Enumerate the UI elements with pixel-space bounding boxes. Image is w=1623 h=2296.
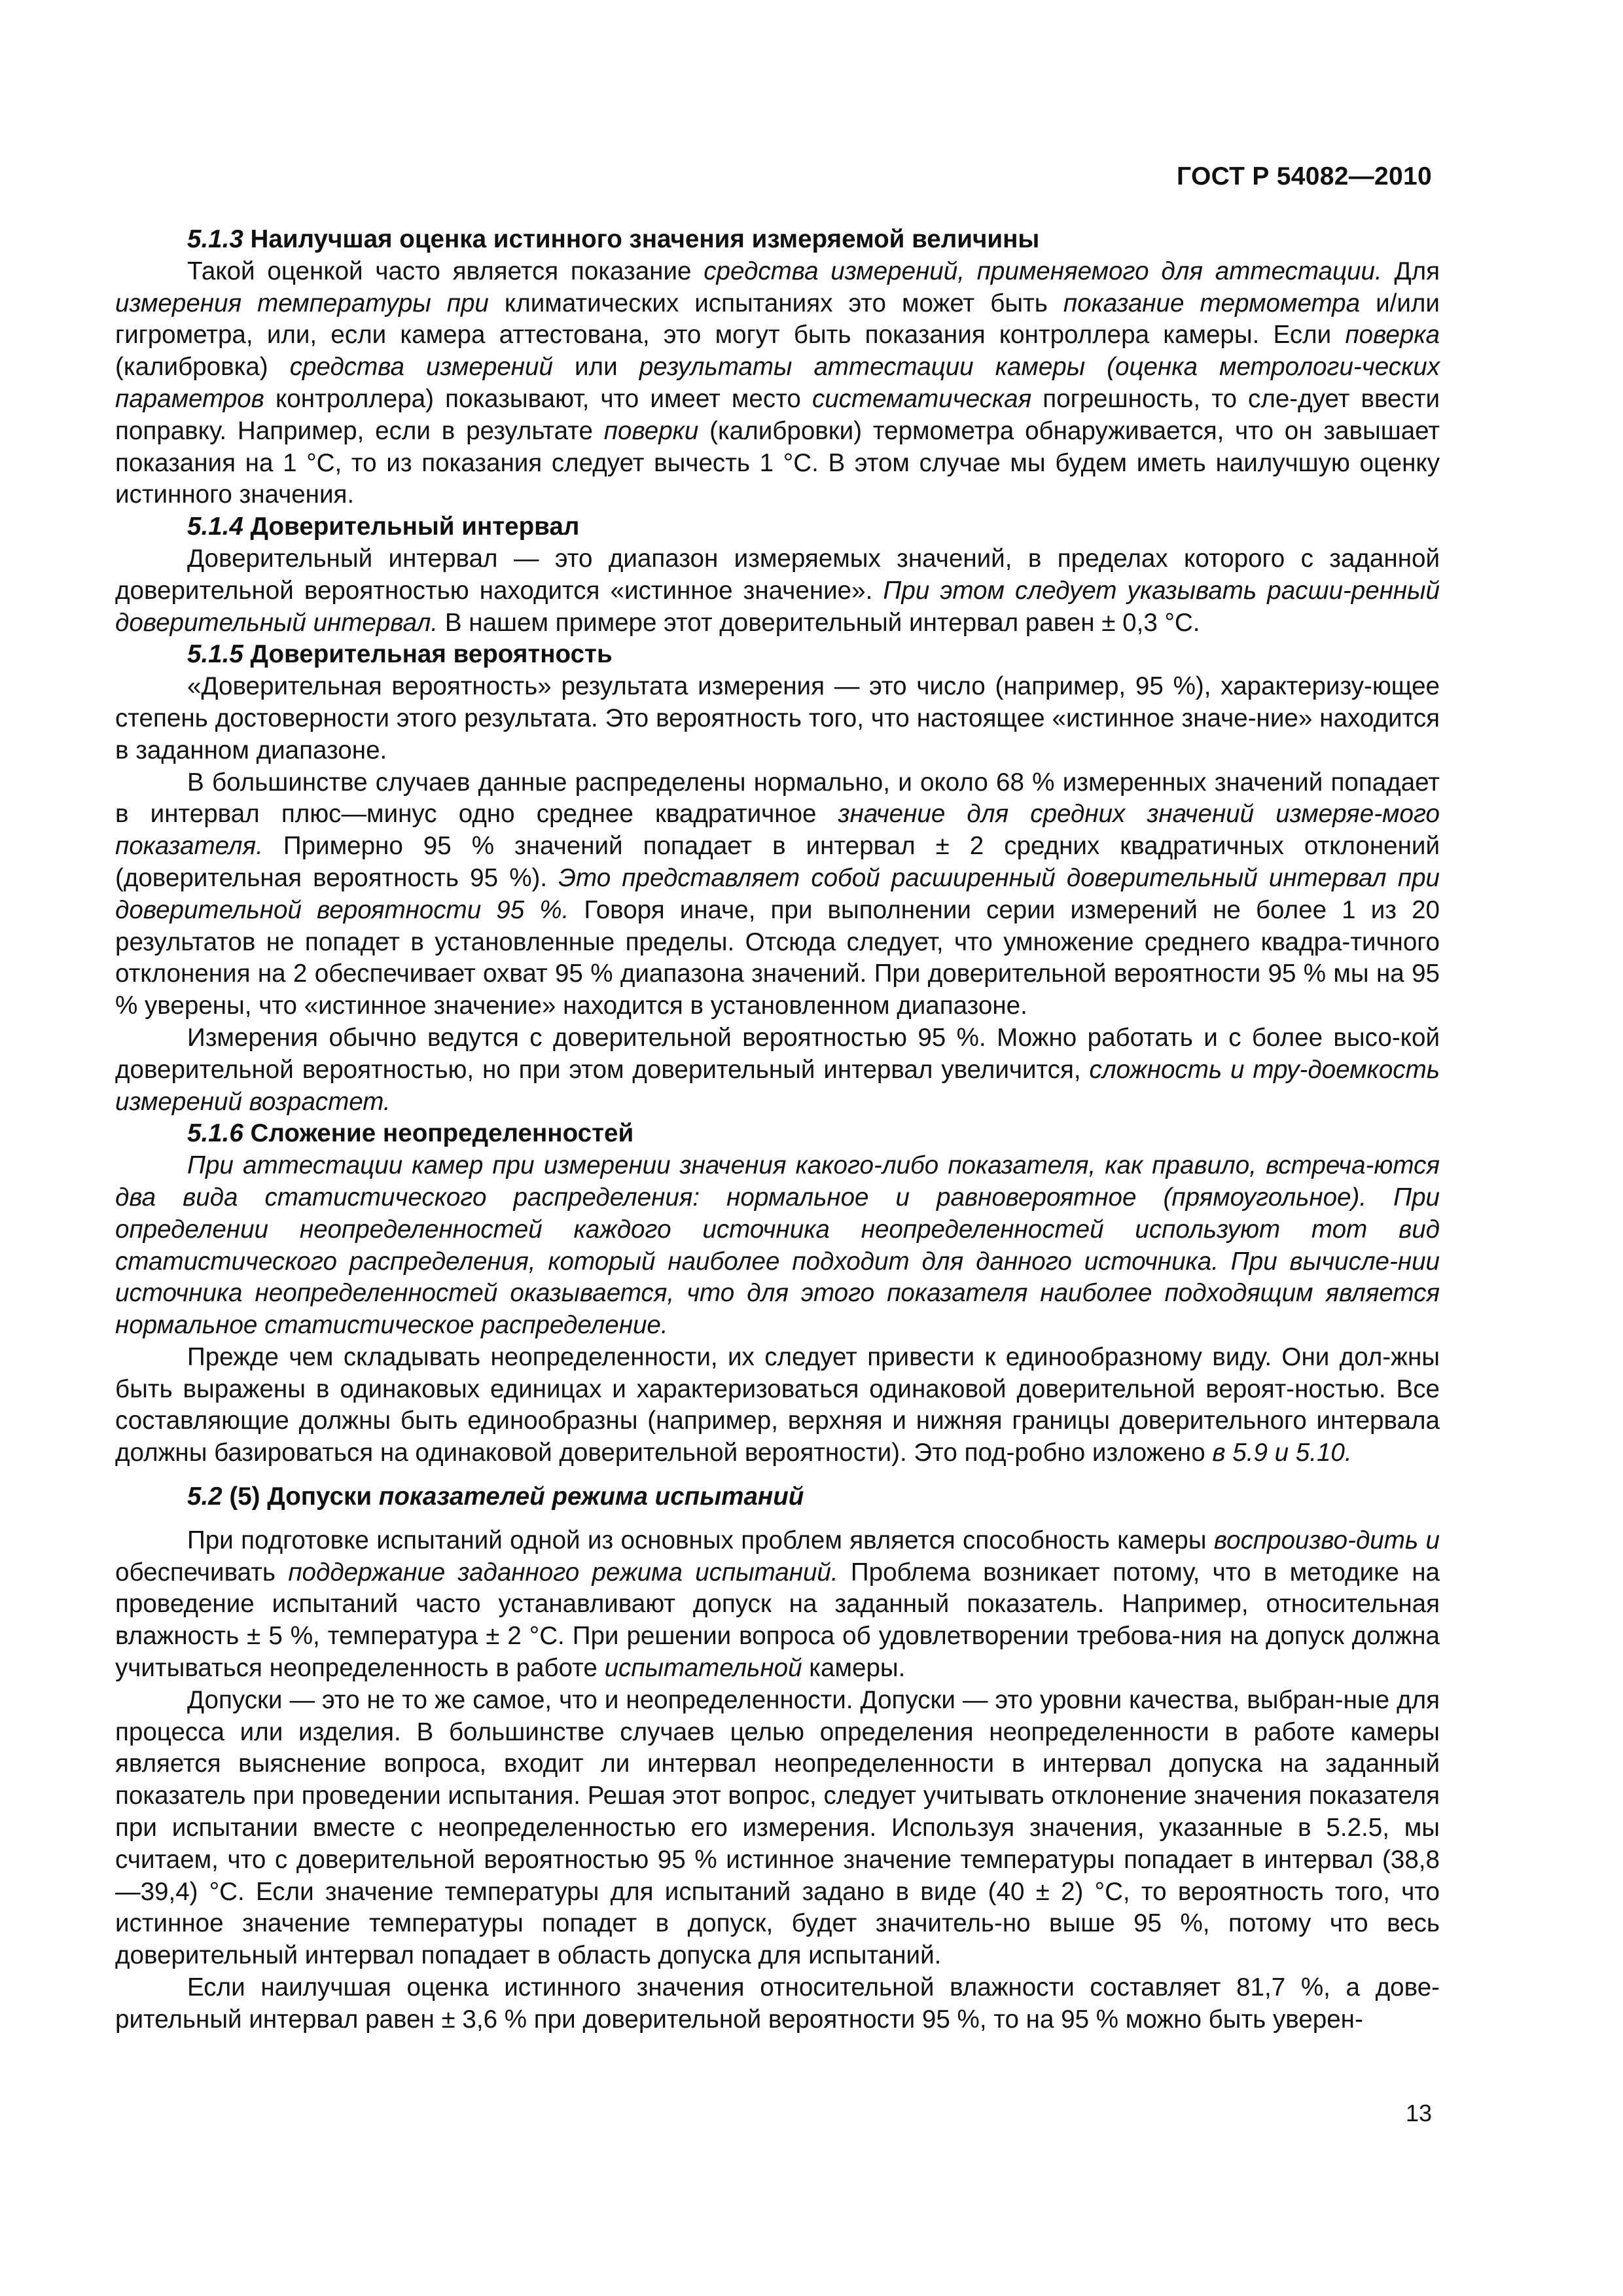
italic-text-run: поверка — [1345, 321, 1440, 350]
italic-text-run: испытательной — [604, 1654, 802, 1683]
section-heading-5-1-6 — [115, 1118, 1440, 1150]
section-number: 5.2 — [187, 1482, 223, 1511]
italic-text-run: сложность и тру-доемкость измерений возрастет. — [115, 1055, 1440, 1116]
text-run: или — [552, 353, 639, 382]
paragraph — [115, 671, 1440, 766]
section-heading-5-1-5 — [115, 639, 1440, 671]
text-run: Прежде чем складывать неопределенности, их следует привести к единообразному виду. Они дол-жны быть выражены в одинаковых единицах и характеризоваться одинаковой доверительной вероят-ностью. Все составляющие должны быть единообразны (например, верхняя и нижняя границы доверительного интервала должны базироваться на одинаковой доверительной вероятности). Это под-робно изложено — [115, 1342, 1440, 1467]
italic-text-run: показание термометра — [1063, 289, 1361, 317]
italic-text-run: При аттестации камер при измерении значения какого-либо показателя, как правило, встреча-ются два вида статистического распределения: нормальное и равновероятное (прямоугольное). При определении неопределенностей каждого источника неопределенностей используют тот вид статистического распределения, который наиболее подходит для данного источника. При вычисле-нии источника неопределенностей оказывается, что для этого показателя наиболее подходящим является нормальное статистическое распределение. — [115, 1151, 1440, 1340]
italic-text-run: ческих параметров — [115, 353, 1440, 413]
text-run: При подготовке испытаний одной из основных проблем является способность камеры — [187, 1526, 1214, 1554]
paragraph — [115, 1150, 1440, 1342]
document-body — [115, 224, 1440, 2036]
section-title-italic: показателей режима испытаний — [378, 1482, 804, 1511]
section-heading-5-1-4 — [115, 511, 1440, 543]
text-run: Если наилучшая оценка истинного значения относительной влажности составляет 81,7 %, а дове-рительный интервал равен ± 3,6 % при доверительной вероятности 95 %, то на 95 % можно быть уверен- — [115, 1973, 1440, 2034]
section-number: 5.1.6 — [187, 1119, 243, 1148]
italic-text-run: в 5.9 и 5.10. — [1212, 1439, 1352, 1467]
text-run: Такой оценкой часто является показание — [187, 257, 704, 285]
paragraph — [115, 543, 1440, 639]
text-run: обеспечивать — [115, 1558, 289, 1587]
text-run: погрешность, то сле-дует ввести поправку. Например, если в результате — [115, 384, 1440, 445]
italic-text-run: воспроизво-дить и — [1213, 1526, 1440, 1554]
paragraph — [115, 256, 1440, 511]
paragraph — [115, 1342, 1440, 1469]
italic-text-run: средства измерений — [289, 353, 553, 382]
section-title: Доверительная вероятность — [250, 640, 613, 669]
text-run: камеры. — [802, 1654, 906, 1683]
text-run: Проблема возникает потому, что в методике на проведение испытаний часто устанавливают допуск на заданный показатель. Например, относительная влажность ± 5 %, температура ± 2 °С. При решении вопроса об удовлетворении требова-ния на допуск должна учитываться неопределенность в работе — [115, 1558, 1440, 1683]
italic-text-run: систематическая — [812, 384, 1032, 413]
text-run: «Доверительная вероятность» результата измерения — это число (например, 95 %), характеризу-ющее степень достоверности этого результата. Это вероятность того, что настоящее «истинное значе-ние» находится в заданном диапазоне. — [115, 672, 1440, 764]
text-run: Говоря иначе, при выполнении серии измерений не более 1 из 20 результатов не попадет в установленные пределы. Отсюда следует, что умножение среднего квадра-тичного отклонения на 2 обеспечивает охват 95 % диапазона значений. При доверительной вероятности 95 % мы на 95 % уверены, что «истинное значение» находится в установленном диапазоне. — [115, 895, 1440, 1020]
text-run: Доверительный интервал — это диапазон измеряемых значений, в пределах которого с заданной доверительной вероятностью находится «истинное значение». — [115, 544, 1440, 605]
text-run: контроллера) показывают, что имеет место — [264, 384, 812, 413]
text-run: климатических испытаниях это может быть — [488, 289, 1063, 317]
italic-text-run: результаты аттестации камеры (оценка метрологи- — [639, 353, 1362, 382]
text-run: В нашем примере этот доверительный интервал равен ± 0,3 °С. — [438, 608, 1200, 637]
paragraph — [115, 767, 1440, 1022]
paragraph — [115, 1525, 1440, 1685]
italic-text-run: значение для средних значений измеряе-мого показателя. — [115, 800, 1440, 861]
document-header: ГОСТ Р 54082—2010 — [1177, 162, 1432, 190]
text-run: и/или гигрометра, или, если камера аттестована, это могут быть показания контроллера камеры. Если — [115, 289, 1440, 350]
italic-text-run: измерения температуры при — [115, 289, 489, 317]
page-number: 13 — [1405, 2100, 1432, 2126]
text-run: В большинстве случаев данные распределены нормально, и около 68 % измеренных значений попадает в интервал плюс—минус одно среднее квадратичное — [115, 768, 1440, 829]
section-heading-5-1-3 — [115, 224, 1440, 256]
text-run: Примерно 95 % значений попадает в интервал ± 2 средних квадратичных отклонений (доверительная вероятность 95 %). — [115, 832, 1440, 892]
text-run: (калибровка) — [115, 353, 290, 382]
section-number: 5.1.4 — [187, 512, 243, 541]
section-heading-5-2 — [115, 1481, 1440, 1513]
italic-text-run: поверки — [603, 416, 699, 445]
text-run: (калибровки) термометра обнаруживается, что он завышает показания на 1 °С, то из показания следует вычесть 1 °С. В этом случае мы будем иметь наилучшую оценку истинного значения. — [115, 416, 1440, 509]
italic-text-run: При этом следует указывать расши-ренный доверительный интервал. — [115, 576, 1440, 637]
section-number-suffix: (5) — [222, 1482, 260, 1511]
section-title: Сложение неопределенностей — [250, 1119, 634, 1148]
paragraph — [115, 1022, 1440, 1118]
italic-text-run: поддержание заданного режима испытаний. — [288, 1558, 838, 1587]
italic-text-run: средства измерений, применяемого для аттестации. — [704, 257, 1382, 285]
section-number: 5.1.3 — [187, 225, 243, 253]
section-title: Допуски — [267, 1482, 379, 1511]
text-run: Измерения обычно ведутся с доверительной вероятностью 95 %. Можно работать и с более высо-кой доверительной вероятностью, но при этом доверительный интервал увеличится, — [115, 1023, 1440, 1084]
text-run: Для — [1382, 257, 1440, 285]
paragraph — [115, 1685, 1440, 1972]
section-number: 5.1.5 — [187, 640, 243, 669]
section-title: Доверительный интервал — [250, 512, 580, 541]
section-title: Наилучшая оценка истинного значения измеряемой величины — [250, 225, 1040, 253]
text-run: Допуски — это не то же самое, что и неопределенности. Допуски — это уровни качества, выбран-ные для процесса или изделия. В большинстве случаев целью определения неопределенности в работе камеры является выяснение вопроса, входит ли интервал неопределенности в интервал допуска на заданный показатель при проведении испытания. Решая этот вопрос, следует учитывать отклонение значения показателя при испытании вместе с неопределенностью его измерения. Используя значения, указанные в 5.2.5, мы считаем, что с доверительной вероятностью 95 % истинное значение температуры попадает в интервал (38,8—39,4) °С. Если значение температуры для испытаний задано в виде (40 ± 2) °С, то вероятность того, что истинное значение температуры попадет в допуск, будет значитель-но выше 95 %, потому что весь доверительный интервал попадает в область допуска для испытаний. — [115, 1685, 1440, 1970]
paragraph — [115, 1972, 1440, 2036]
italic-text-run: Это представляет собой расширенный доверительный интервал при доверительной вероятности 95 %. — [115, 863, 1440, 924]
